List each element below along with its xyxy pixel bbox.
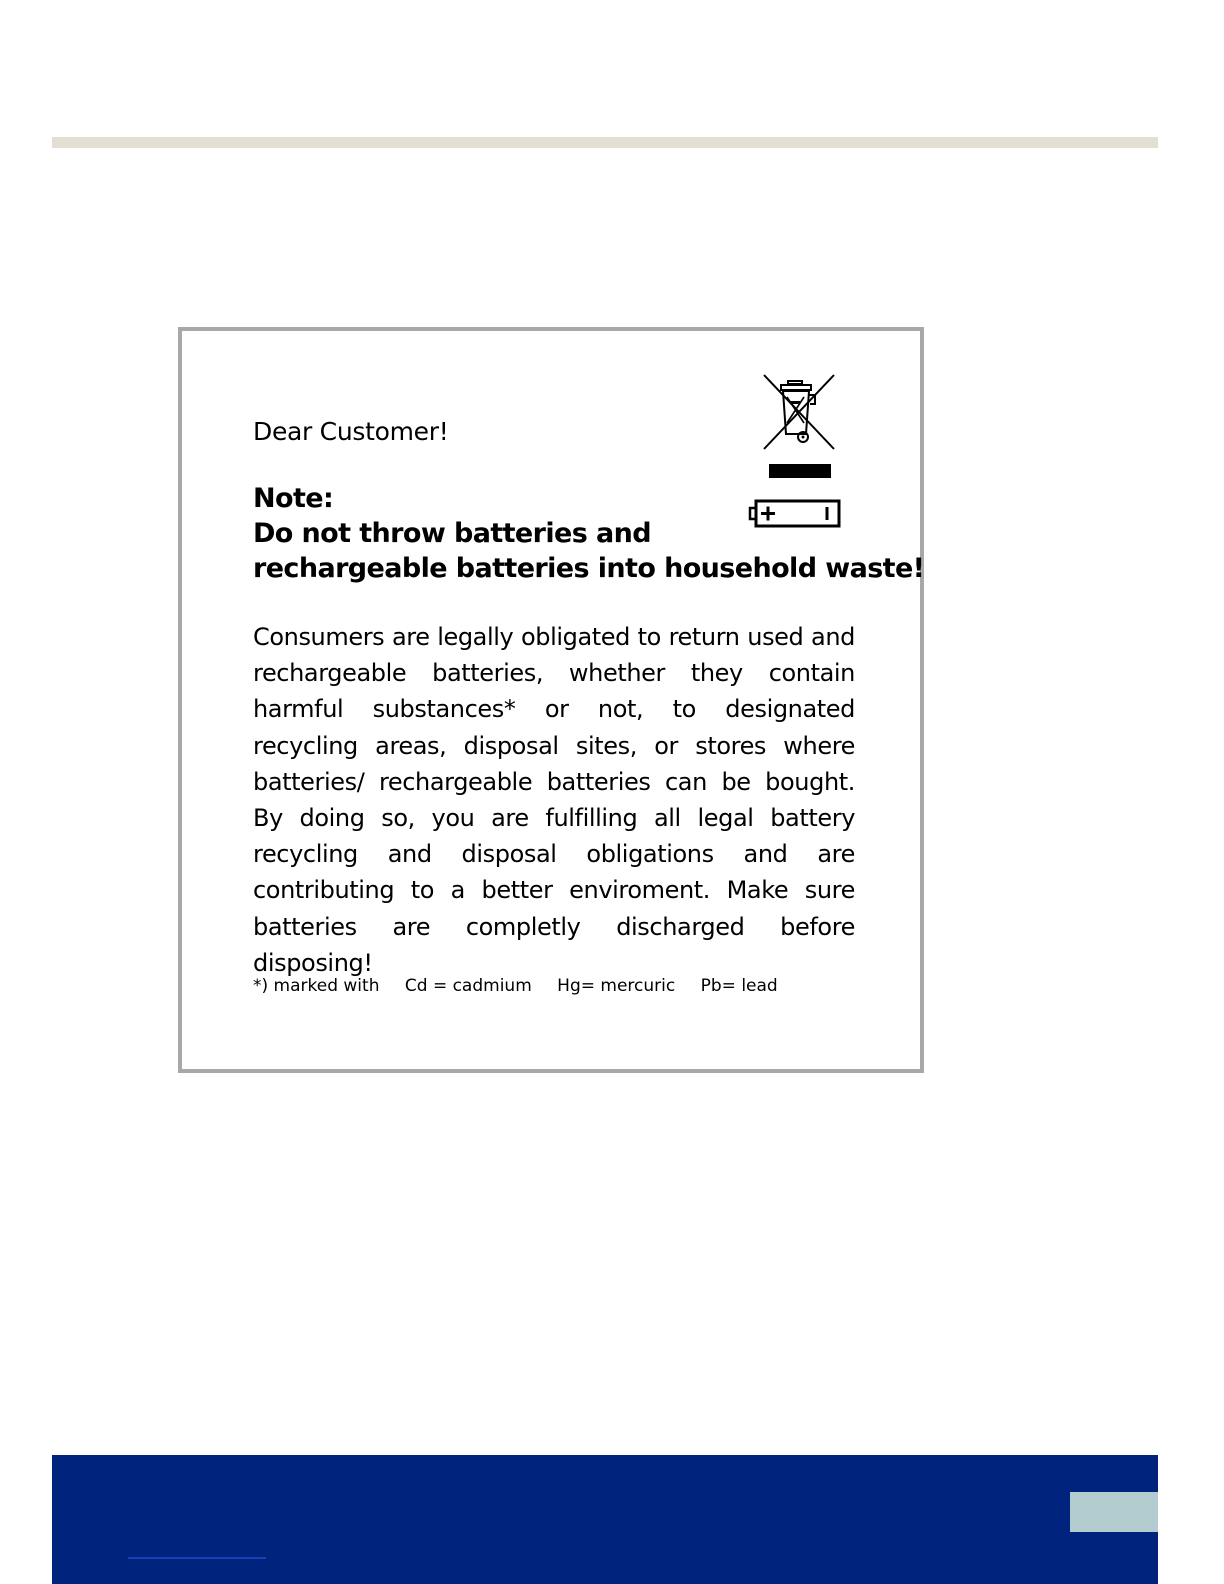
footer-band [52, 1455, 1158, 1584]
footnote-lead: Pb= lead [700, 976, 778, 996]
footnote-prefix: *) marked with [253, 976, 380, 996]
footnote-cadmium: Cd = cadmium [404, 976, 532, 996]
heading-line-note: Note: [253, 483, 334, 514]
greeting: Dear Customer! [253, 417, 449, 446]
disposal-instructions: Consumers are legally obligated to return used and rechargeable batteries, whether they contain harmful substances* or not, to designated recycling areas, disposal sites, or stores where batteries/ rechargeable batteries can be bought. By doing so, you are fulfilling all legal battery recycling and disposal obligations and are contributing to a better enviroment. Make sure batteries are completly discharged before disposing! [253, 623, 855, 977]
footnote [253, 976, 798, 996]
header-rule [52, 137, 1158, 148]
heading-line-1: Do not throw batteries and [253, 518, 651, 549]
page-tab [1070, 1492, 1158, 1532]
footer-link-underline [128, 1557, 266, 1559]
footnote-mercuric: Hg= mercuric [557, 976, 676, 996]
heading-line-2: rechargeable batteries into household waste! [253, 553, 925, 584]
battery-disposal-notice [178, 327, 924, 1073]
crossed-out-bin-battery-icon [748, 371, 868, 531]
